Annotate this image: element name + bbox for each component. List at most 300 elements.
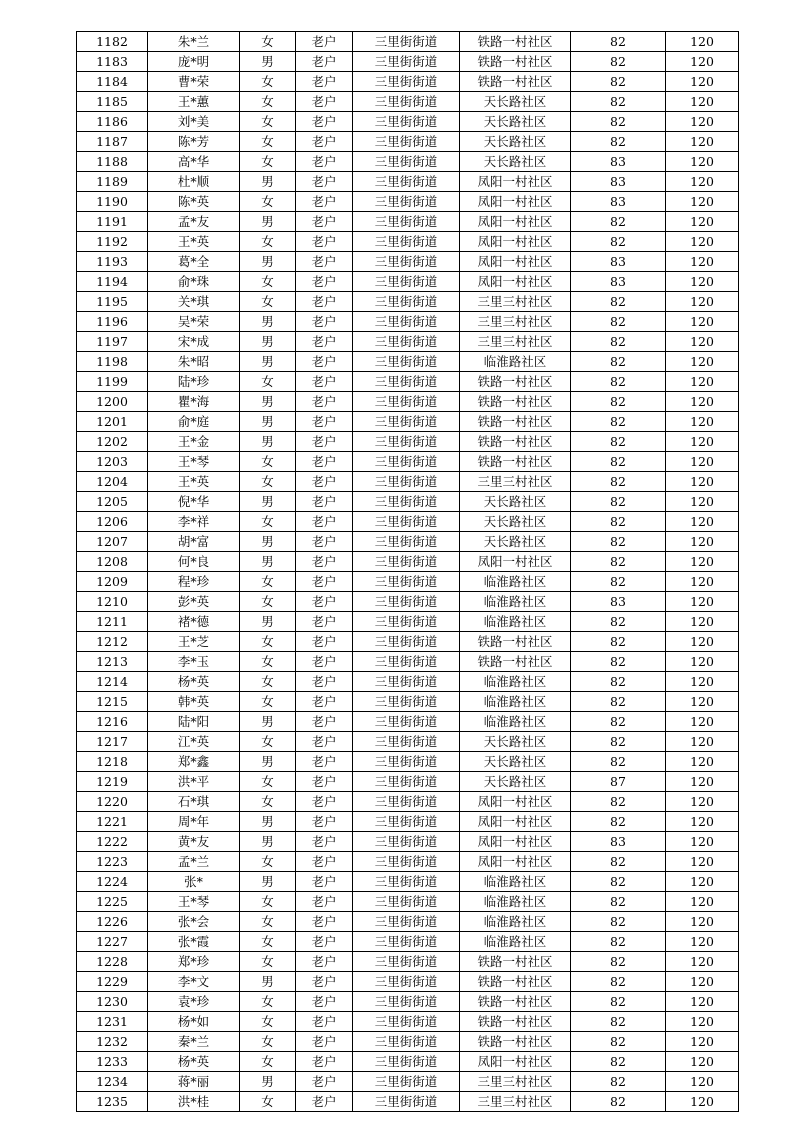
gender-cell: 女 [240, 372, 296, 392]
record-id-cell: 1205 [77, 492, 148, 512]
amount-cell: 120 [666, 472, 739, 492]
street-cell: 三里街街道 [353, 672, 460, 692]
street-cell: 三里街街道 [353, 832, 460, 852]
household-type-cell: 老户 [296, 472, 353, 492]
household-type-cell: 老户 [296, 32, 353, 52]
amount-cell: 120 [666, 912, 739, 932]
name-cell: 倪*华 [148, 492, 240, 512]
age-cell: 82 [571, 812, 666, 832]
household-type-cell: 老户 [296, 532, 353, 552]
table-row [77, 872, 739, 892]
household-type-cell: 老户 [296, 352, 353, 372]
age-cell: 82 [571, 972, 666, 992]
age-cell: 82 [571, 372, 666, 392]
record-id-cell: 1234 [77, 1072, 148, 1092]
age-cell: 82 [571, 332, 666, 352]
community-cell: 凤阳一村社区 [460, 252, 571, 272]
amount-cell: 120 [666, 852, 739, 872]
household-type-cell: 老户 [296, 172, 353, 192]
street-cell: 三里街街道 [353, 892, 460, 912]
age-cell: 82 [571, 292, 666, 312]
table-row [77, 612, 739, 632]
gender-cell: 男 [240, 172, 296, 192]
table-row [77, 972, 739, 992]
gender-cell: 女 [240, 732, 296, 752]
record-id-cell: 1233 [77, 1052, 148, 1072]
table-row [77, 292, 739, 312]
street-cell: 三里街街道 [353, 352, 460, 372]
record-id-cell: 1200 [77, 392, 148, 412]
age-cell: 82 [571, 232, 666, 252]
age-cell: 82 [571, 1032, 666, 1052]
street-cell: 三里街街道 [353, 992, 460, 1012]
name-cell: 俞*珠 [148, 272, 240, 292]
street-cell: 三里街街道 [353, 612, 460, 632]
name-cell: 宋*成 [148, 332, 240, 352]
gender-cell: 女 [240, 792, 296, 812]
gender-cell: 女 [240, 272, 296, 292]
name-cell: 彭*英 [148, 592, 240, 612]
community-cell: 铁路一村社区 [460, 432, 571, 452]
community-cell: 铁路一村社区 [460, 452, 571, 472]
street-cell: 三里街街道 [353, 112, 460, 132]
name-cell: 王*蕙 [148, 92, 240, 112]
community-cell: 凤阳一村社区 [460, 552, 571, 572]
household-type-cell: 老户 [296, 512, 353, 532]
household-type-cell: 老户 [296, 952, 353, 972]
community-cell: 天长路社区 [460, 492, 571, 512]
table-row [77, 992, 739, 1012]
age-cell: 82 [571, 552, 666, 572]
community-cell: 凤阳一村社区 [460, 172, 571, 192]
name-cell: 杨*英 [148, 1052, 240, 1072]
age-cell: 82 [571, 32, 666, 52]
amount-cell: 120 [666, 992, 739, 1012]
household-type-cell: 老户 [296, 712, 353, 732]
name-cell: 王*芝 [148, 632, 240, 652]
household-type-cell: 老户 [296, 392, 353, 412]
street-cell: 三里街街道 [353, 552, 460, 572]
name-cell: 褚*德 [148, 612, 240, 632]
household-type-cell: 老户 [296, 432, 353, 452]
gender-cell: 男 [240, 252, 296, 272]
table-row [77, 232, 739, 252]
table-row [77, 92, 739, 112]
gender-cell: 男 [240, 492, 296, 512]
community-cell: 天长路社区 [460, 772, 571, 792]
table-row [77, 832, 739, 852]
name-cell: 郑*鑫 [148, 752, 240, 772]
table-row [77, 432, 739, 452]
table-row [77, 932, 739, 952]
street-cell: 三里街街道 [353, 52, 460, 72]
community-cell: 天长路社区 [460, 92, 571, 112]
record-id-cell: 1187 [77, 132, 148, 152]
table-row [77, 672, 739, 692]
name-cell: 黄*友 [148, 832, 240, 852]
name-cell: 曹*荣 [148, 72, 240, 92]
community-cell: 临淮路社区 [460, 712, 571, 732]
age-cell: 83 [571, 592, 666, 612]
table-row [77, 132, 739, 152]
records-table [76, 31, 739, 1112]
record-id-cell: 1224 [77, 872, 148, 892]
community-cell: 三里三村社区 [460, 1092, 571, 1112]
community-cell: 三里三村社区 [460, 472, 571, 492]
household-type-cell: 老户 [296, 1092, 353, 1112]
household-type-cell: 老户 [296, 932, 353, 952]
table-row [77, 1092, 739, 1112]
name-cell: 陈*芳 [148, 132, 240, 152]
name-cell: 程*珍 [148, 572, 240, 592]
community-cell: 凤阳一村社区 [460, 272, 571, 292]
street-cell: 三里街街道 [353, 432, 460, 452]
community-cell: 临淮路社区 [460, 872, 571, 892]
amount-cell: 120 [666, 252, 739, 272]
gender-cell: 女 [240, 92, 296, 112]
household-type-cell: 老户 [296, 292, 353, 312]
household-type-cell: 老户 [296, 552, 353, 572]
record-id-cell: 1199 [77, 372, 148, 392]
age-cell: 82 [571, 72, 666, 92]
household-type-cell: 老户 [296, 652, 353, 672]
gender-cell: 女 [240, 132, 296, 152]
amount-cell: 120 [666, 352, 739, 372]
household-type-cell: 老户 [296, 672, 353, 692]
record-id-cell: 1191 [77, 212, 148, 232]
table-row [77, 712, 739, 732]
record-id-cell: 1217 [77, 732, 148, 752]
gender-cell: 男 [240, 52, 296, 72]
street-cell: 三里街街道 [353, 512, 460, 532]
street-cell: 三里街街道 [353, 32, 460, 52]
amount-cell: 120 [666, 232, 739, 252]
record-id-cell: 1218 [77, 752, 148, 772]
record-id-cell: 1201 [77, 412, 148, 432]
record-id-cell: 1182 [77, 32, 148, 52]
street-cell: 三里街街道 [353, 632, 460, 652]
gender-cell: 女 [240, 292, 296, 312]
street-cell: 三里街街道 [353, 712, 460, 732]
household-type-cell: 老户 [296, 912, 353, 932]
gender-cell: 女 [240, 912, 296, 932]
gender-cell: 女 [240, 32, 296, 52]
record-id-cell: 1186 [77, 112, 148, 132]
street-cell: 三里街街道 [353, 392, 460, 412]
record-id-cell: 1190 [77, 192, 148, 212]
age-cell: 82 [571, 692, 666, 712]
street-cell: 三里街街道 [353, 492, 460, 512]
name-cell: 胡*富 [148, 532, 240, 552]
gender-cell: 男 [240, 212, 296, 232]
gender-cell: 女 [240, 1092, 296, 1112]
amount-cell: 120 [666, 672, 739, 692]
gender-cell: 男 [240, 312, 296, 332]
amount-cell: 120 [666, 312, 739, 332]
community-cell: 临淮路社区 [460, 572, 571, 592]
record-id-cell: 1184 [77, 72, 148, 92]
age-cell: 82 [571, 52, 666, 72]
gender-cell: 女 [240, 592, 296, 612]
street-cell: 三里街街道 [353, 272, 460, 292]
name-cell: 李*祥 [148, 512, 240, 532]
record-id-cell: 1209 [77, 572, 148, 592]
name-cell: 杨*英 [148, 672, 240, 692]
community-cell: 铁路一村社区 [460, 392, 571, 412]
record-id-cell: 1214 [77, 672, 148, 692]
gender-cell: 男 [240, 392, 296, 412]
community-cell: 三里三村社区 [460, 312, 571, 332]
name-cell: 吴*荣 [148, 312, 240, 332]
age-cell: 83 [571, 152, 666, 172]
street-cell: 三里街街道 [353, 812, 460, 832]
community-cell: 天长路社区 [460, 132, 571, 152]
amount-cell: 120 [666, 592, 739, 612]
record-id-cell: 1221 [77, 812, 148, 832]
amount-cell: 120 [666, 512, 739, 532]
community-cell: 铁路一村社区 [460, 32, 571, 52]
community-cell: 临淮路社区 [460, 932, 571, 952]
community-cell: 铁路一村社区 [460, 372, 571, 392]
table-row [77, 472, 739, 492]
gender-cell: 女 [240, 452, 296, 472]
name-cell: 关*琪 [148, 292, 240, 312]
household-type-cell: 老户 [296, 892, 353, 912]
age-cell: 82 [571, 712, 666, 732]
name-cell: 蒋*丽 [148, 1072, 240, 1092]
record-id-cell: 1220 [77, 792, 148, 812]
amount-cell: 120 [666, 332, 739, 352]
table-row [77, 312, 739, 332]
street-cell: 三里街街道 [353, 372, 460, 392]
record-id-cell: 1232 [77, 1032, 148, 1052]
age-cell: 82 [571, 212, 666, 232]
record-id-cell: 1193 [77, 252, 148, 272]
record-id-cell: 1212 [77, 632, 148, 652]
community-cell: 铁路一村社区 [460, 952, 571, 972]
amount-cell: 120 [666, 552, 739, 572]
household-type-cell: 老户 [296, 92, 353, 112]
age-cell: 82 [571, 612, 666, 632]
community-cell: 凤阳一村社区 [460, 1052, 571, 1072]
street-cell: 三里街街道 [353, 752, 460, 772]
name-cell: 刘*美 [148, 112, 240, 132]
name-cell: 俞*庭 [148, 412, 240, 432]
street-cell: 三里街街道 [353, 1072, 460, 1092]
gender-cell: 女 [240, 232, 296, 252]
amount-cell: 120 [666, 572, 739, 592]
table-row [77, 252, 739, 272]
table-row [77, 772, 739, 792]
gender-cell: 女 [240, 952, 296, 972]
gender-cell: 女 [240, 852, 296, 872]
record-id-cell: 1208 [77, 552, 148, 572]
household-type-cell: 老户 [296, 632, 353, 652]
household-type-cell: 老户 [296, 252, 353, 272]
amount-cell: 120 [666, 752, 739, 772]
amount-cell: 120 [666, 172, 739, 192]
name-cell: 王*金 [148, 432, 240, 452]
street-cell: 三里街街道 [353, 152, 460, 172]
household-type-cell: 老户 [296, 1052, 353, 1072]
street-cell: 三里街街道 [353, 772, 460, 792]
record-id-cell: 1227 [77, 932, 148, 952]
table-row [77, 352, 739, 372]
table-row [77, 1052, 739, 1072]
name-cell: 朱*兰 [148, 32, 240, 52]
gender-cell: 女 [240, 892, 296, 912]
name-cell: 石*琪 [148, 792, 240, 812]
name-cell: 孟*兰 [148, 852, 240, 872]
household-type-cell: 老户 [296, 852, 353, 872]
community-cell: 凤阳一村社区 [460, 812, 571, 832]
record-id-cell: 1206 [77, 512, 148, 532]
table-row [77, 1012, 739, 1032]
name-cell: 张*霞 [148, 932, 240, 952]
table-row [77, 592, 739, 612]
name-cell: 葛*全 [148, 252, 240, 272]
gender-cell: 女 [240, 1012, 296, 1032]
amount-cell: 120 [666, 692, 739, 712]
street-cell: 三里街街道 [353, 132, 460, 152]
gender-cell: 女 [240, 112, 296, 132]
gender-cell: 女 [240, 652, 296, 672]
household-type-cell: 老户 [296, 832, 353, 852]
household-type-cell: 老户 [296, 272, 353, 292]
amount-cell: 120 [666, 372, 739, 392]
table-row [77, 952, 739, 972]
age-cell: 82 [571, 912, 666, 932]
name-cell: 杜*顺 [148, 172, 240, 192]
household-type-cell: 老户 [296, 972, 353, 992]
name-cell: 洪*桂 [148, 1092, 240, 1112]
age-cell: 82 [571, 392, 666, 412]
street-cell: 三里街街道 [353, 232, 460, 252]
community-cell: 铁路一村社区 [460, 72, 571, 92]
street-cell: 三里街街道 [353, 192, 460, 212]
amount-cell: 120 [666, 792, 739, 812]
community-cell: 临淮路社区 [460, 612, 571, 632]
street-cell: 三里街街道 [353, 1032, 460, 1052]
age-cell: 82 [571, 852, 666, 872]
record-id-cell: 1192 [77, 232, 148, 252]
table-row [77, 72, 739, 92]
community-cell: 凤阳一村社区 [460, 792, 571, 812]
amount-cell: 120 [666, 872, 739, 892]
household-type-cell: 老户 [296, 412, 353, 432]
amount-cell: 120 [666, 72, 739, 92]
name-cell: 秦*兰 [148, 1032, 240, 1052]
amount-cell: 120 [666, 732, 739, 752]
amount-cell: 120 [666, 772, 739, 792]
household-type-cell: 老户 [296, 1072, 353, 1092]
name-cell: 袁*珍 [148, 992, 240, 1012]
amount-cell: 120 [666, 112, 739, 132]
household-type-cell: 老户 [296, 112, 353, 132]
amount-cell: 120 [666, 452, 739, 472]
household-type-cell: 老户 [296, 72, 353, 92]
record-id-cell: 1216 [77, 712, 148, 732]
street-cell: 三里街街道 [353, 692, 460, 712]
street-cell: 三里街街道 [353, 332, 460, 352]
table-row [77, 32, 739, 52]
record-id-cell: 1231 [77, 1012, 148, 1032]
gender-cell: 男 [240, 972, 296, 992]
community-cell: 临淮路社区 [460, 892, 571, 912]
record-id-cell: 1210 [77, 592, 148, 612]
gender-cell: 男 [240, 872, 296, 892]
community-cell: 临淮路社区 [460, 352, 571, 372]
record-id-cell: 1197 [77, 332, 148, 352]
record-id-cell: 1194 [77, 272, 148, 292]
age-cell: 83 [571, 192, 666, 212]
amount-cell: 120 [666, 632, 739, 652]
table-row [77, 172, 739, 192]
record-id-cell: 1204 [77, 472, 148, 492]
name-cell: 洪*平 [148, 772, 240, 792]
community-cell: 铁路一村社区 [460, 972, 571, 992]
gender-cell: 女 [240, 1032, 296, 1052]
name-cell: 李*文 [148, 972, 240, 992]
gender-cell: 男 [240, 552, 296, 572]
table-row [77, 112, 739, 132]
community-cell: 铁路一村社区 [460, 652, 571, 672]
age-cell: 82 [571, 352, 666, 372]
table-row [77, 632, 739, 652]
age-cell: 82 [571, 732, 666, 752]
age-cell: 82 [571, 932, 666, 952]
household-type-cell: 老户 [296, 232, 353, 252]
street-cell: 三里街街道 [353, 912, 460, 932]
household-type-cell: 老户 [296, 792, 353, 812]
street-cell: 三里街街道 [353, 172, 460, 192]
community-cell: 天长路社区 [460, 532, 571, 552]
gender-cell: 男 [240, 532, 296, 552]
table-row [77, 912, 739, 932]
household-type-cell: 老户 [296, 592, 353, 612]
community-cell: 天长路社区 [460, 512, 571, 532]
community-cell: 凤阳一村社区 [460, 852, 571, 872]
gender-cell: 男 [240, 752, 296, 772]
household-type-cell: 老户 [296, 752, 353, 772]
table-row [77, 452, 739, 472]
table-row [77, 212, 739, 232]
age-cell: 83 [571, 252, 666, 272]
amount-cell: 120 [666, 492, 739, 512]
household-type-cell: 老户 [296, 1032, 353, 1052]
amount-cell: 120 [666, 932, 739, 952]
community-cell: 铁路一村社区 [460, 992, 571, 1012]
street-cell: 三里街街道 [353, 572, 460, 592]
street-cell: 三里街街道 [353, 312, 460, 332]
name-cell: 高*华 [148, 152, 240, 172]
street-cell: 三里街街道 [353, 292, 460, 312]
street-cell: 三里街街道 [353, 952, 460, 972]
name-cell: 郑*珍 [148, 952, 240, 972]
household-type-cell: 老户 [296, 132, 353, 152]
record-id-cell: 1219 [77, 772, 148, 792]
household-type-cell: 老户 [296, 612, 353, 632]
name-cell: 周*年 [148, 812, 240, 832]
street-cell: 三里街街道 [353, 1012, 460, 1032]
community-cell: 三里三村社区 [460, 332, 571, 352]
age-cell: 82 [571, 1052, 666, 1072]
community-cell: 凤阳一村社区 [460, 232, 571, 252]
age-cell: 82 [571, 432, 666, 452]
name-cell: 江*英 [148, 732, 240, 752]
street-cell: 三里街街道 [353, 72, 460, 92]
amount-cell: 120 [666, 652, 739, 672]
